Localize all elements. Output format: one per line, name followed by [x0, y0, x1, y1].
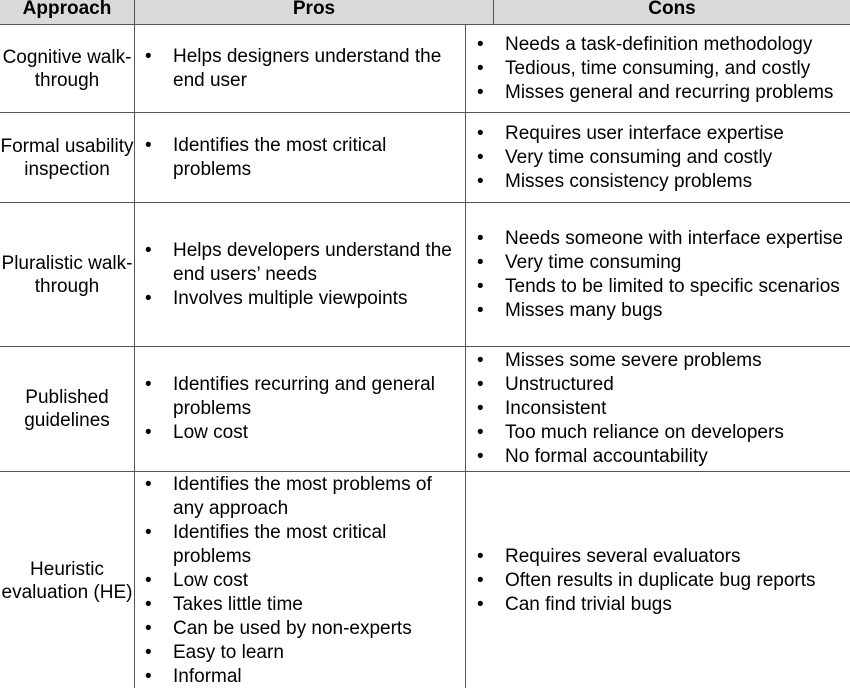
list-item: • Too much reliance on developers [467, 421, 784, 445]
approach-cell-pluralistic: Pluralistic walk-through [1, 252, 133, 297]
list-item: • Informal [135, 665, 465, 689]
cons-list [467, 545, 816, 617]
cons-cell-heuristic [467, 472, 850, 690]
list-item: • Needs a task-definition methodology [467, 33, 833, 57]
list-item: • Low cost [135, 569, 465, 593]
list-item: • Low cost [135, 421, 465, 445]
list-item: • No formal accountability [467, 445, 784, 469]
table-header [0, 0, 850, 25]
pros-cell-pluralistic [135, 203, 465, 346]
approach-cell-guidelines: Published guidelines [24, 387, 110, 431]
list-item: • Helps developers understand the end users’ needs [135, 239, 465, 287]
list-item: • Misses general and recurring problems [467, 81, 833, 105]
cons-list [467, 122, 784, 194]
approach-cell-heuristic: Heuristic evaluation (HE) [1, 559, 133, 603]
list-item: • Tends to be limited to specific scenarios [467, 275, 843, 299]
approach-cell-cognitive: Cognitive walk-through [2, 46, 132, 91]
pros-cell-formal [135, 113, 465, 202]
list-item: • Helps designers understand the end user [135, 45, 465, 93]
list-item: • Requires several evaluators [467, 545, 816, 569]
pros-list [135, 134, 465, 182]
cons-cell-formal [467, 113, 850, 202]
pros-cell-cognitive [135, 25, 465, 112]
pros-list [135, 45, 465, 93]
pros-list [135, 473, 465, 689]
header-cons: Cons [648, 0, 696, 19]
list-item: • Tedious, time consuming, and costly [467, 57, 833, 81]
cons-list [467, 33, 833, 105]
list-item: • Identifies the most critical problems [135, 134, 465, 182]
cons-list [467, 227, 843, 323]
cons-cell-pluralistic [467, 203, 850, 346]
list-item: • Misses consistency problems [467, 170, 784, 194]
list-item: • Easy to learn [135, 641, 465, 665]
list-item: • Can be used by non-experts [135, 617, 465, 641]
list-item: • Misses many bugs [467, 299, 843, 323]
column-divider-header [493, 0, 494, 24]
pros-list [135, 239, 465, 311]
header-approach: Approach [22, 0, 112, 19]
header-pros: Pros [292, 0, 336, 19]
list-item: • Needs someone with interface expertise [467, 227, 843, 251]
list-item: • Identifies recurring and general problems [135, 373, 465, 421]
list-item: • Often results in duplicate bug reports [467, 569, 816, 593]
list-item: • Very time consuming and costly [467, 146, 784, 170]
list-item: • Inconsistent [467, 397, 784, 421]
list-item: • Can find trivial bugs [467, 593, 816, 617]
cons-list [467, 349, 784, 469]
list-item: • Very time consuming [467, 251, 843, 275]
approach-cell-formal: Formal usability inspection [0, 135, 134, 180]
column-divider-pros-cons [465, 24, 466, 688]
list-item: • Unstructured [467, 373, 784, 397]
pros-cell-heuristic [135, 472, 465, 690]
list-item: • Takes little time [135, 593, 465, 617]
list-item: • Requires user interface expertise [467, 122, 784, 146]
pros-cell-guidelines [135, 347, 465, 471]
list-item: • Identifies the most problems of any approach [135, 473, 465, 521]
list-item: • Involves multiple viewpoints [135, 287, 465, 311]
list-item: • Identifies the most critical problems [135, 521, 465, 569]
list-item: • Misses some severe problems [467, 349, 784, 373]
cons-cell-cognitive [467, 25, 850, 112]
cons-cell-guidelines [467, 347, 850, 471]
pros-list [135, 373, 465, 445]
